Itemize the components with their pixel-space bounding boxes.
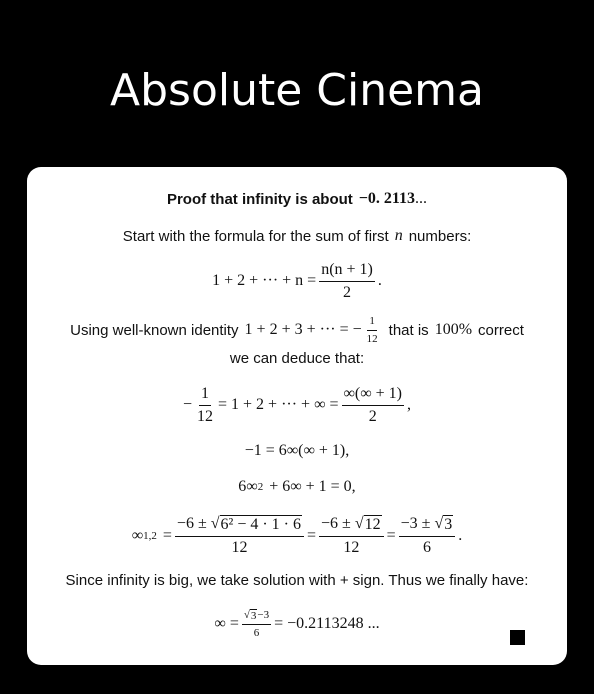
eq2-middle: = 1 + 2 + ··· + ∞ = — [218, 396, 339, 413]
eq5-f2-sqrt: √ 12 — [354, 515, 381, 534]
eq5-f1-sqrt: √ 6² − 4 · 1 · 6 — [210, 515, 301, 534]
eq6-numerator — [242, 609, 271, 625]
eq4-sup: 2 — [257, 481, 264, 493]
identity-denominator: 12 — [366, 332, 378, 345]
eq6-numerator-tail: −3 — [257, 608, 270, 621]
eq2-right-denominator: 2 — [368, 407, 377, 425]
conclusion-line: Since infinity is big, we take solution with + sign. Thus we finally have: — [65, 571, 529, 589]
eq5-fraction-2-numerator — [319, 515, 384, 537]
eq5-f2-radicand: 12 — [364, 516, 381, 534]
identity-numerator: 1 — [367, 315, 377, 330]
eq5-equals-3: = — [386, 527, 396, 544]
proof-card — [27, 167, 567, 665]
eq6-fraction — [242, 609, 271, 639]
eq5-f3-radicand: 3 — [444, 516, 453, 534]
eq5-fraction-1-numerator — [175, 515, 304, 537]
identity-end: correct — [478, 321, 524, 339]
eq2-left-denominator: 12 — [197, 407, 213, 425]
equation-step-1 — [27, 439, 567, 463]
eq2-right-numerator: ∞(∞ + 1) — [342, 385, 405, 406]
eq5-subscript: 1,2 — [143, 530, 157, 542]
eq5-f1-pre: −6 ± — [176, 515, 207, 533]
equation-step-2 — [27, 475, 567, 499]
eq5-end: . — [458, 527, 463, 544]
eq3: −1 = 6∞(∞ + 1), — [244, 442, 350, 459]
intro-var: n — [394, 227, 403, 244]
equation-final — [27, 604, 567, 644]
equation-infinity-sum — [27, 382, 567, 428]
eq5-equals-2: = — [307, 527, 317, 544]
eq1-end: . — [377, 272, 382, 289]
intro-line — [27, 225, 567, 247]
eq2-left-numerator: 1 — [199, 385, 211, 406]
eq6-sqrt: √ 3 — [243, 608, 257, 622]
eq5-f3-sqrt: √ 3 — [434, 515, 453, 534]
eq6-radicand: 3 — [250, 609, 257, 622]
eq6-denominator: 6 — [253, 627, 260, 639]
eq2-left-fraction — [195, 385, 215, 425]
eq1-numerator: n(n + 1) — [319, 261, 375, 282]
identity-line — [27, 315, 567, 345]
eq1-left: 1 + 2 + ··· + n = — [212, 272, 317, 289]
eq5-f2-pre: −6 ± — [321, 515, 351, 533]
eq5-fraction-3-numerator — [399, 515, 456, 537]
eq5-fraction-1 — [175, 515, 304, 556]
eq5-equals-1: = — [162, 527, 172, 544]
identity-fraction — [365, 315, 380, 344]
identity-math: 1 + 2 + 3 + ··· = − — [244, 321, 362, 338]
eq1-denominator: 2 — [343, 283, 352, 301]
eq2-end: , — [407, 396, 412, 413]
eq6-lhs: ∞ = — [214, 615, 239, 632]
identity-mid: that is — [388, 321, 429, 339]
heading-value: −0. 2113 — [358, 190, 416, 207]
eq2-right-fraction — [342, 385, 405, 425]
eq5-f3-pre: −3 ± — [400, 515, 431, 533]
eq6-rhs: = −0.2113248 ... — [274, 615, 380, 632]
eq4-a: 6∞ — [238, 478, 258, 495]
eq5-lhs: ∞ — [131, 527, 144, 544]
deduce-line: we can deduce that: — [229, 349, 365, 367]
eq5-fraction-3 — [399, 515, 456, 556]
equation-sum — [27, 259, 567, 303]
eq4-b: + 6∞ + 1 = 0, — [269, 478, 356, 495]
intro-text: Start with the formula for the sum of first — [122, 227, 389, 245]
identity-percent: 100% — [434, 321, 473, 338]
eq2-minus: − — [182, 396, 192, 413]
intro-tail: numbers: — [408, 227, 472, 245]
eq5-fraction-2-denominator: 12 — [343, 539, 360, 556]
eq5-fraction-2 — [319, 515, 384, 556]
equation-quadratic-solution — [27, 511, 567, 561]
eq1-fraction — [319, 261, 375, 301]
proof-heading — [27, 188, 567, 210]
identity-text: Using well-known identity — [70, 321, 239, 339]
page-title: Absolute Cinema — [109, 64, 485, 116]
heading-text: Proof that infinity is about — [166, 190, 353, 208]
eq5-fraction-1-denominator: 12 — [231, 539, 248, 556]
heading-tail: ... — [415, 190, 428, 207]
eq5-fraction-3-denominator: 6 — [422, 539, 431, 556]
qed-square-icon — [510, 630, 525, 645]
eq5-f1-radicand: 6² − 4 · 1 · 6 — [220, 516, 301, 534]
